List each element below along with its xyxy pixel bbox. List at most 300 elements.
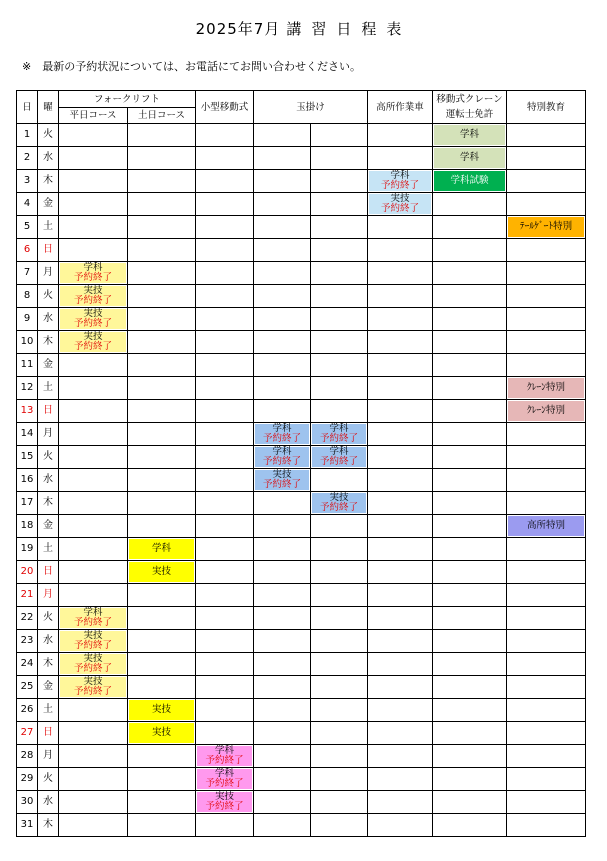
tamakake-1-cell xyxy=(254,147,311,170)
forklift-weekend-cell xyxy=(128,469,196,492)
session-entry xyxy=(60,309,126,329)
small-mobile-cell xyxy=(196,354,254,377)
aerial-cell xyxy=(368,147,433,170)
forklift-weekday-cell xyxy=(59,124,128,147)
aerial-cell xyxy=(368,469,433,492)
day-cell: 9 xyxy=(17,308,38,331)
aerial-cell xyxy=(368,791,433,814)
forklift-weekend-cell xyxy=(128,354,196,377)
day-cell: 19 xyxy=(17,538,38,561)
tamakake-2-cell xyxy=(311,722,368,745)
special-cell xyxy=(507,653,586,676)
tamakake-2-cell xyxy=(311,745,368,768)
session-entry xyxy=(369,171,431,191)
day-cell: 14 xyxy=(17,423,38,446)
session-label: 高所特別 xyxy=(527,520,566,531)
aerial-cell xyxy=(368,216,433,239)
title-month: 2025年7月 xyxy=(195,20,281,38)
session-entry xyxy=(129,700,194,720)
small-mobile-cell xyxy=(196,170,254,193)
forklift-weekday-cell xyxy=(59,515,128,538)
forklift-weekend-cell xyxy=(128,193,196,216)
tamakake-2-cell xyxy=(311,515,368,538)
day-cell: 2 xyxy=(17,147,38,170)
tamakake-1-cell xyxy=(254,538,311,561)
table-row xyxy=(17,285,586,308)
header-mobile-crane xyxy=(433,91,507,124)
table-row xyxy=(17,216,586,239)
day-cell: 29 xyxy=(17,768,38,791)
tamakake-2-cell xyxy=(311,262,368,285)
forklift-weekday-cell xyxy=(59,653,128,676)
session-entry xyxy=(60,654,126,674)
session-label: 学科 xyxy=(460,152,480,163)
forklift-weekday-cell xyxy=(59,239,128,262)
mobile-crane-cell xyxy=(433,331,507,354)
tamakake-1-cell xyxy=(254,492,311,515)
table-row xyxy=(17,377,586,400)
small-mobile-cell xyxy=(196,653,254,676)
header-dow: 曜 xyxy=(38,91,59,124)
special-cell xyxy=(507,722,586,745)
tamakake-1-cell xyxy=(254,676,311,699)
session-label: ﾃｰﾙｹﾞｰﾄ特別 xyxy=(519,221,573,232)
session-label: 実技 xyxy=(272,469,292,480)
forklift-weekday-cell xyxy=(59,538,128,561)
table-row xyxy=(17,124,586,147)
forklift-weekend-cell xyxy=(128,814,196,837)
forklift-weekend-cell xyxy=(128,630,196,653)
booking-closed-label: 予約終了 xyxy=(262,479,301,490)
aerial-cell xyxy=(368,285,433,308)
session-entry xyxy=(508,378,584,398)
small-mobile-cell xyxy=(196,561,254,584)
forklift-weekend-cell xyxy=(128,653,196,676)
header-day: 日 xyxy=(17,91,38,124)
forklift-weekend-cell xyxy=(128,699,196,722)
header-small-mobile: 小型移動式 xyxy=(196,91,254,124)
session-label: 学科 xyxy=(272,446,292,457)
small-mobile-cell xyxy=(196,745,254,768)
tamakake-1-cell xyxy=(254,722,311,745)
table-row xyxy=(17,239,586,262)
mobile-crane-cell xyxy=(433,446,507,469)
tamakake-2-cell xyxy=(311,561,368,584)
aerial-cell xyxy=(368,446,433,469)
session-label: 学科 xyxy=(151,543,171,554)
day-cell: 3 xyxy=(17,170,38,193)
day-cell: 5 xyxy=(17,216,38,239)
special-cell xyxy=(507,676,586,699)
special-cell xyxy=(507,561,586,584)
day-cell: 4 xyxy=(17,193,38,216)
tamakake-2-cell xyxy=(311,423,368,446)
aerial-cell xyxy=(368,492,433,515)
special-cell xyxy=(507,170,586,193)
special-cell xyxy=(507,584,586,607)
header-forklift: フォークリフト xyxy=(59,91,196,108)
special-cell xyxy=(507,285,586,308)
session-label: 学科 xyxy=(272,423,292,434)
aerial-cell xyxy=(368,768,433,791)
day-cell: 18 xyxy=(17,515,38,538)
mobile-crane-cell xyxy=(433,653,507,676)
special-cell xyxy=(507,699,586,722)
table-row xyxy=(17,814,586,837)
mobile-crane-cell xyxy=(433,170,507,193)
mobile-crane-cell xyxy=(433,377,507,400)
page-title xyxy=(0,18,607,39)
special-cell xyxy=(507,745,586,768)
mobile-crane-cell xyxy=(433,400,507,423)
tamakake-2-cell xyxy=(311,147,368,170)
small-mobile-cell xyxy=(196,400,254,423)
small-mobile-cell xyxy=(196,308,254,331)
special-cell xyxy=(507,538,586,561)
special-cell xyxy=(507,492,586,515)
tamakake-2-cell xyxy=(311,308,368,331)
session-entry xyxy=(129,723,194,743)
session-label: 実技 xyxy=(329,492,349,503)
booking-closed-label: 予約終了 xyxy=(320,433,359,444)
table-row xyxy=(17,538,586,561)
aerial-cell xyxy=(368,630,433,653)
forklift-weekday-cell xyxy=(59,170,128,193)
tamakake-1-cell xyxy=(254,377,311,400)
special-cell xyxy=(507,423,586,446)
tamakake-1-cell xyxy=(254,308,311,331)
mobile-crane-cell xyxy=(433,607,507,630)
weekday-cell: 土 xyxy=(38,538,59,561)
session-label: 学科 xyxy=(329,446,349,457)
tamakake-1-cell xyxy=(254,814,311,837)
booking-closed-label: 予約終了 xyxy=(381,203,420,214)
forklift-weekend-cell xyxy=(128,584,196,607)
forklift-weekend-cell xyxy=(128,768,196,791)
session-label: ｸﾚｰﾝ特別 xyxy=(527,382,566,393)
special-cell xyxy=(507,400,586,423)
session-entry xyxy=(312,424,366,444)
special-cell xyxy=(507,377,586,400)
table-row xyxy=(17,653,586,676)
schedule-body xyxy=(17,124,586,837)
special-cell xyxy=(507,124,586,147)
small-mobile-cell xyxy=(196,124,254,147)
tamakake-2-cell xyxy=(311,285,368,308)
mobile-crane-cell xyxy=(433,285,507,308)
session-entry xyxy=(508,516,584,536)
small-mobile-cell xyxy=(196,423,254,446)
aerial-cell xyxy=(368,584,433,607)
day-cell: 6 xyxy=(17,239,38,262)
session-entry xyxy=(508,401,584,421)
booking-closed-label: 予約終了 xyxy=(205,778,244,789)
session-label: ｸﾚｰﾝ特別 xyxy=(527,405,566,416)
table-row xyxy=(17,400,586,423)
weekday-cell: 水 xyxy=(38,469,59,492)
weekday-cell: 火 xyxy=(38,607,59,630)
aerial-cell xyxy=(368,193,433,216)
session-entry xyxy=(60,677,126,697)
weekday-cell: 水 xyxy=(38,630,59,653)
forklift-weekday-cell xyxy=(59,492,128,515)
session-label: 実技 xyxy=(83,308,103,319)
forklift-weekend-cell xyxy=(128,170,196,193)
session-entry xyxy=(60,631,126,651)
table-row xyxy=(17,515,586,538)
day-cell: 10 xyxy=(17,331,38,354)
forklift-weekend-cell xyxy=(128,262,196,285)
session-label: 実技 xyxy=(83,285,103,296)
forklift-weekday-cell xyxy=(59,469,128,492)
forklift-weekend-cell xyxy=(128,216,196,239)
forklift-weekday-cell xyxy=(59,377,128,400)
small-mobile-cell xyxy=(196,722,254,745)
aerial-cell xyxy=(368,699,433,722)
mobile-crane-cell xyxy=(433,262,507,285)
weekday-cell: 水 xyxy=(38,147,59,170)
mobile-crane-cell xyxy=(433,308,507,331)
table-row xyxy=(17,262,586,285)
booking-closed-label: 予約終了 xyxy=(73,663,112,674)
tamakake-1-cell xyxy=(254,354,311,377)
session-label: 学科 xyxy=(83,607,103,618)
table-row xyxy=(17,607,586,630)
session-label: 学科 xyxy=(83,262,103,273)
weekday-cell: 木 xyxy=(38,170,59,193)
forklift-weekend-cell xyxy=(128,745,196,768)
tamakake-1-cell xyxy=(254,469,311,492)
forklift-weekday-cell xyxy=(59,331,128,354)
small-mobile-cell xyxy=(196,791,254,814)
weekday-cell: 木 xyxy=(38,814,59,837)
tamakake-1-cell xyxy=(254,768,311,791)
session-label: 学科 xyxy=(390,170,410,181)
aerial-cell xyxy=(368,653,433,676)
mobile-crane-cell xyxy=(433,584,507,607)
title-name: 講習日程表 xyxy=(286,20,412,38)
day-cell: 31 xyxy=(17,814,38,837)
aerial-cell xyxy=(368,538,433,561)
session-entry xyxy=(434,171,505,191)
day-cell: 22 xyxy=(17,607,38,630)
weekday-cell: 日 xyxy=(38,400,59,423)
tamakake-2-cell xyxy=(311,193,368,216)
mobile-crane-cell xyxy=(433,538,507,561)
weekday-cell: 木 xyxy=(38,492,59,515)
weekday-cell: 月 xyxy=(38,745,59,768)
table-row xyxy=(17,791,586,814)
session-entry xyxy=(60,263,126,283)
small-mobile-cell xyxy=(196,515,254,538)
weekday-cell: 土 xyxy=(38,216,59,239)
day-cell: 12 xyxy=(17,377,38,400)
aerial-cell xyxy=(368,423,433,446)
special-cell xyxy=(507,515,586,538)
booking-closed-label: 予約終了 xyxy=(205,755,244,766)
small-mobile-cell xyxy=(196,446,254,469)
day-cell: 24 xyxy=(17,653,38,676)
mobile-crane-cell xyxy=(433,193,507,216)
table-row xyxy=(17,630,586,653)
special-cell xyxy=(507,147,586,170)
notice-text: ※ 最新の予約状況については、お電話にてお問い合わせください。 xyxy=(22,60,361,73)
forklift-weekday-cell xyxy=(59,193,128,216)
session-entry xyxy=(129,562,194,582)
session-entry xyxy=(60,332,126,352)
booking-closed-label: 予約終了 xyxy=(320,456,359,467)
weekday-cell: 日 xyxy=(38,239,59,262)
day-cell: 13 xyxy=(17,400,38,423)
session-entry xyxy=(312,447,366,467)
special-cell xyxy=(507,308,586,331)
tamakake-2-cell xyxy=(311,446,368,469)
special-cell xyxy=(507,630,586,653)
small-mobile-cell xyxy=(196,492,254,515)
small-mobile-cell xyxy=(196,584,254,607)
weekday-cell: 月 xyxy=(38,423,59,446)
forklift-weekend-cell xyxy=(128,561,196,584)
table-row xyxy=(17,354,586,377)
weekday-cell: 火 xyxy=(38,285,59,308)
weekday-cell: 日 xyxy=(38,561,59,584)
tamakake-2-cell xyxy=(311,469,368,492)
mobile-crane-cell xyxy=(433,492,507,515)
forklift-weekday-cell xyxy=(59,699,128,722)
table-row xyxy=(17,492,586,515)
table-row xyxy=(17,745,586,768)
small-mobile-cell xyxy=(196,193,254,216)
session-entry xyxy=(197,746,252,766)
header-special: 特別教育 xyxy=(507,91,586,124)
session-label: 実技 xyxy=(83,676,103,687)
schedule-table xyxy=(16,90,586,837)
aerial-cell xyxy=(368,354,433,377)
forklift-weekday-cell xyxy=(59,561,128,584)
mobile-crane-cell xyxy=(433,699,507,722)
small-mobile-cell xyxy=(196,331,254,354)
forklift-weekend-cell xyxy=(128,791,196,814)
session-entry xyxy=(434,148,505,168)
table-row xyxy=(17,308,586,331)
day-cell: 27 xyxy=(17,722,38,745)
mobile-crane-cell xyxy=(433,722,507,745)
tamakake-1-cell xyxy=(254,170,311,193)
day-cell: 11 xyxy=(17,354,38,377)
forklift-weekday-cell xyxy=(59,676,128,699)
session-label: 学科 xyxy=(214,745,234,756)
tamakake-2-cell xyxy=(311,354,368,377)
table-row xyxy=(17,423,586,446)
booking-closed-label: 予約終了 xyxy=(73,272,112,283)
weekday-cell: 土 xyxy=(38,699,59,722)
tamakake-2-cell xyxy=(311,584,368,607)
booking-closed-label: 予約終了 xyxy=(73,617,112,628)
table-row xyxy=(17,584,586,607)
forklift-weekday-cell xyxy=(59,814,128,837)
forklift-weekday-cell xyxy=(59,308,128,331)
forklift-weekend-cell xyxy=(128,331,196,354)
mobile-crane-cell xyxy=(433,124,507,147)
session-label: 実技 xyxy=(390,193,410,204)
weekday-cell: 土 xyxy=(38,377,59,400)
weekday-cell: 木 xyxy=(38,331,59,354)
small-mobile-cell xyxy=(196,699,254,722)
forklift-weekend-cell xyxy=(128,722,196,745)
forklift-weekend-cell xyxy=(128,515,196,538)
forklift-weekend-cell xyxy=(128,147,196,170)
mobile-crane-cell xyxy=(433,768,507,791)
special-cell xyxy=(507,193,586,216)
forklift-weekday-cell xyxy=(59,791,128,814)
day-cell: 25 xyxy=(17,676,38,699)
session-entry xyxy=(255,447,309,467)
table-row xyxy=(17,193,586,216)
forklift-weekend-cell xyxy=(128,377,196,400)
booking-closed-label: 予約終了 xyxy=(262,433,301,444)
table-row xyxy=(17,699,586,722)
forklift-weekday-cell xyxy=(59,400,128,423)
mobile-crane-cell xyxy=(433,745,507,768)
weekday-cell: 金 xyxy=(38,676,59,699)
forklift-weekend-cell xyxy=(128,538,196,561)
aerial-cell xyxy=(368,722,433,745)
day-cell: 17 xyxy=(17,492,38,515)
weekday-cell: 水 xyxy=(38,791,59,814)
tamakake-2-cell xyxy=(311,630,368,653)
tamakake-1-cell xyxy=(254,124,311,147)
header-mobile-crane-line2: 運転士免許 xyxy=(445,109,494,120)
session-label: 実技 xyxy=(83,653,103,664)
weekday-cell: 火 xyxy=(38,446,59,469)
tamakake-1-cell xyxy=(254,239,311,262)
forklift-weekday-cell xyxy=(59,423,128,446)
table-row xyxy=(17,768,586,791)
mobile-crane-cell xyxy=(433,423,507,446)
day-cell: 21 xyxy=(17,584,38,607)
small-mobile-cell xyxy=(196,630,254,653)
forklift-weekday-cell xyxy=(59,630,128,653)
aerial-cell xyxy=(368,124,433,147)
special-cell xyxy=(507,331,586,354)
day-cell: 1 xyxy=(17,124,38,147)
table-row xyxy=(17,676,586,699)
table-row xyxy=(17,722,586,745)
session-entry xyxy=(255,470,309,490)
tamakake-1-cell xyxy=(254,193,311,216)
session-label: 学科 xyxy=(460,129,480,140)
forklift-weekday-cell xyxy=(59,216,128,239)
special-cell xyxy=(507,239,586,262)
mobile-crane-cell xyxy=(433,814,507,837)
weekday-cell: 金 xyxy=(38,193,59,216)
tamakake-1-cell xyxy=(254,216,311,239)
forklift-weekday-cell xyxy=(59,584,128,607)
tamakake-1-cell xyxy=(254,745,311,768)
session-entry xyxy=(369,194,431,214)
forklift-weekend-cell xyxy=(128,124,196,147)
session-label: 学科試験 xyxy=(450,175,489,186)
day-cell: 8 xyxy=(17,285,38,308)
weekday-cell: 金 xyxy=(38,515,59,538)
day-cell: 20 xyxy=(17,561,38,584)
booking-closed-label: 予約終了 xyxy=(73,686,112,697)
small-mobile-cell xyxy=(196,216,254,239)
tamakake-1-cell xyxy=(254,630,311,653)
tamakake-2-cell xyxy=(311,699,368,722)
forklift-weekend-cell xyxy=(128,607,196,630)
mobile-crane-cell xyxy=(433,147,507,170)
